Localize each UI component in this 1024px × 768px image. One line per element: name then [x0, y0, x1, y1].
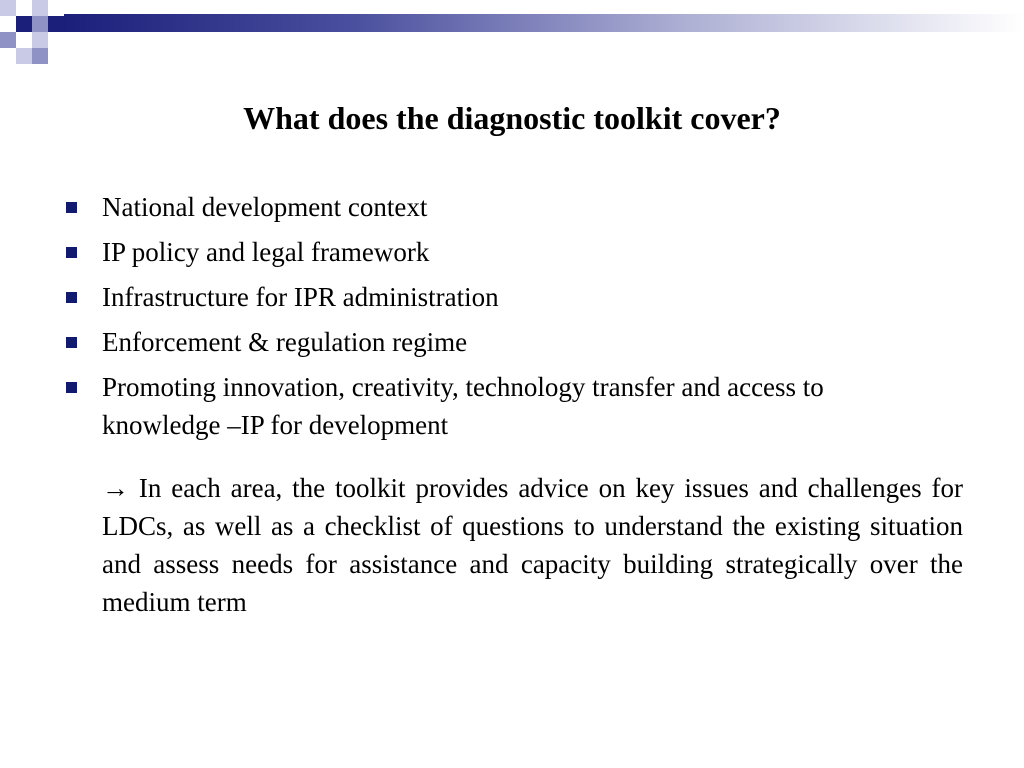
square-bullet-icon	[66, 337, 77, 348]
square-bullet-icon	[66, 292, 77, 303]
decor-square	[0, 32, 16, 48]
decor-square	[48, 16, 64, 32]
header-decoration	[0, 0, 1024, 70]
bullet-text: Promoting innovation, creativity, technology transfer and access to knowledge –IP for development	[102, 372, 824, 440]
decor-square	[0, 0, 16, 16]
bullet-text: IP policy and legal framework	[102, 237, 430, 267]
decor-square	[16, 0, 32, 16]
note-paragraph: → In each area, the toolkit provides advice on key issues and challenges for LDCs, as well as a checklist of questions to understand the existing situation and assess needs for assistance and capacity building strategically over the medium term	[102, 473, 963, 617]
bullet-item	[0, 323, 902, 361]
decor-square	[16, 48, 32, 64]
bullet-item	[0, 233, 902, 271]
decor-square	[32, 32, 48, 48]
bullet-item	[0, 368, 902, 444]
slide-title: What does the diagnostic toolkit cover?	[243, 100, 781, 136]
decor-square	[48, 0, 64, 16]
decor-square	[16, 32, 32, 48]
bullet-item	[0, 278, 902, 316]
decor-square	[32, 48, 48, 64]
bullet-list	[0, 188, 1024, 451]
decor-square	[32, 16, 48, 32]
decor-square	[16, 16, 32, 32]
bullet-item	[0, 188, 902, 226]
square-bullet-icon	[66, 247, 77, 258]
bullet-text: Enforcement & regulation regime	[102, 327, 468, 357]
bullet-text: National development context	[102, 192, 428, 222]
bullet-text: Infrastructure for IPR administration	[102, 282, 499, 312]
square-bullet-icon	[66, 382, 77, 393]
decor-square	[32, 0, 48, 16]
header-gradient-bar	[64, 14, 1024, 32]
square-bullet-icon	[66, 202, 77, 213]
